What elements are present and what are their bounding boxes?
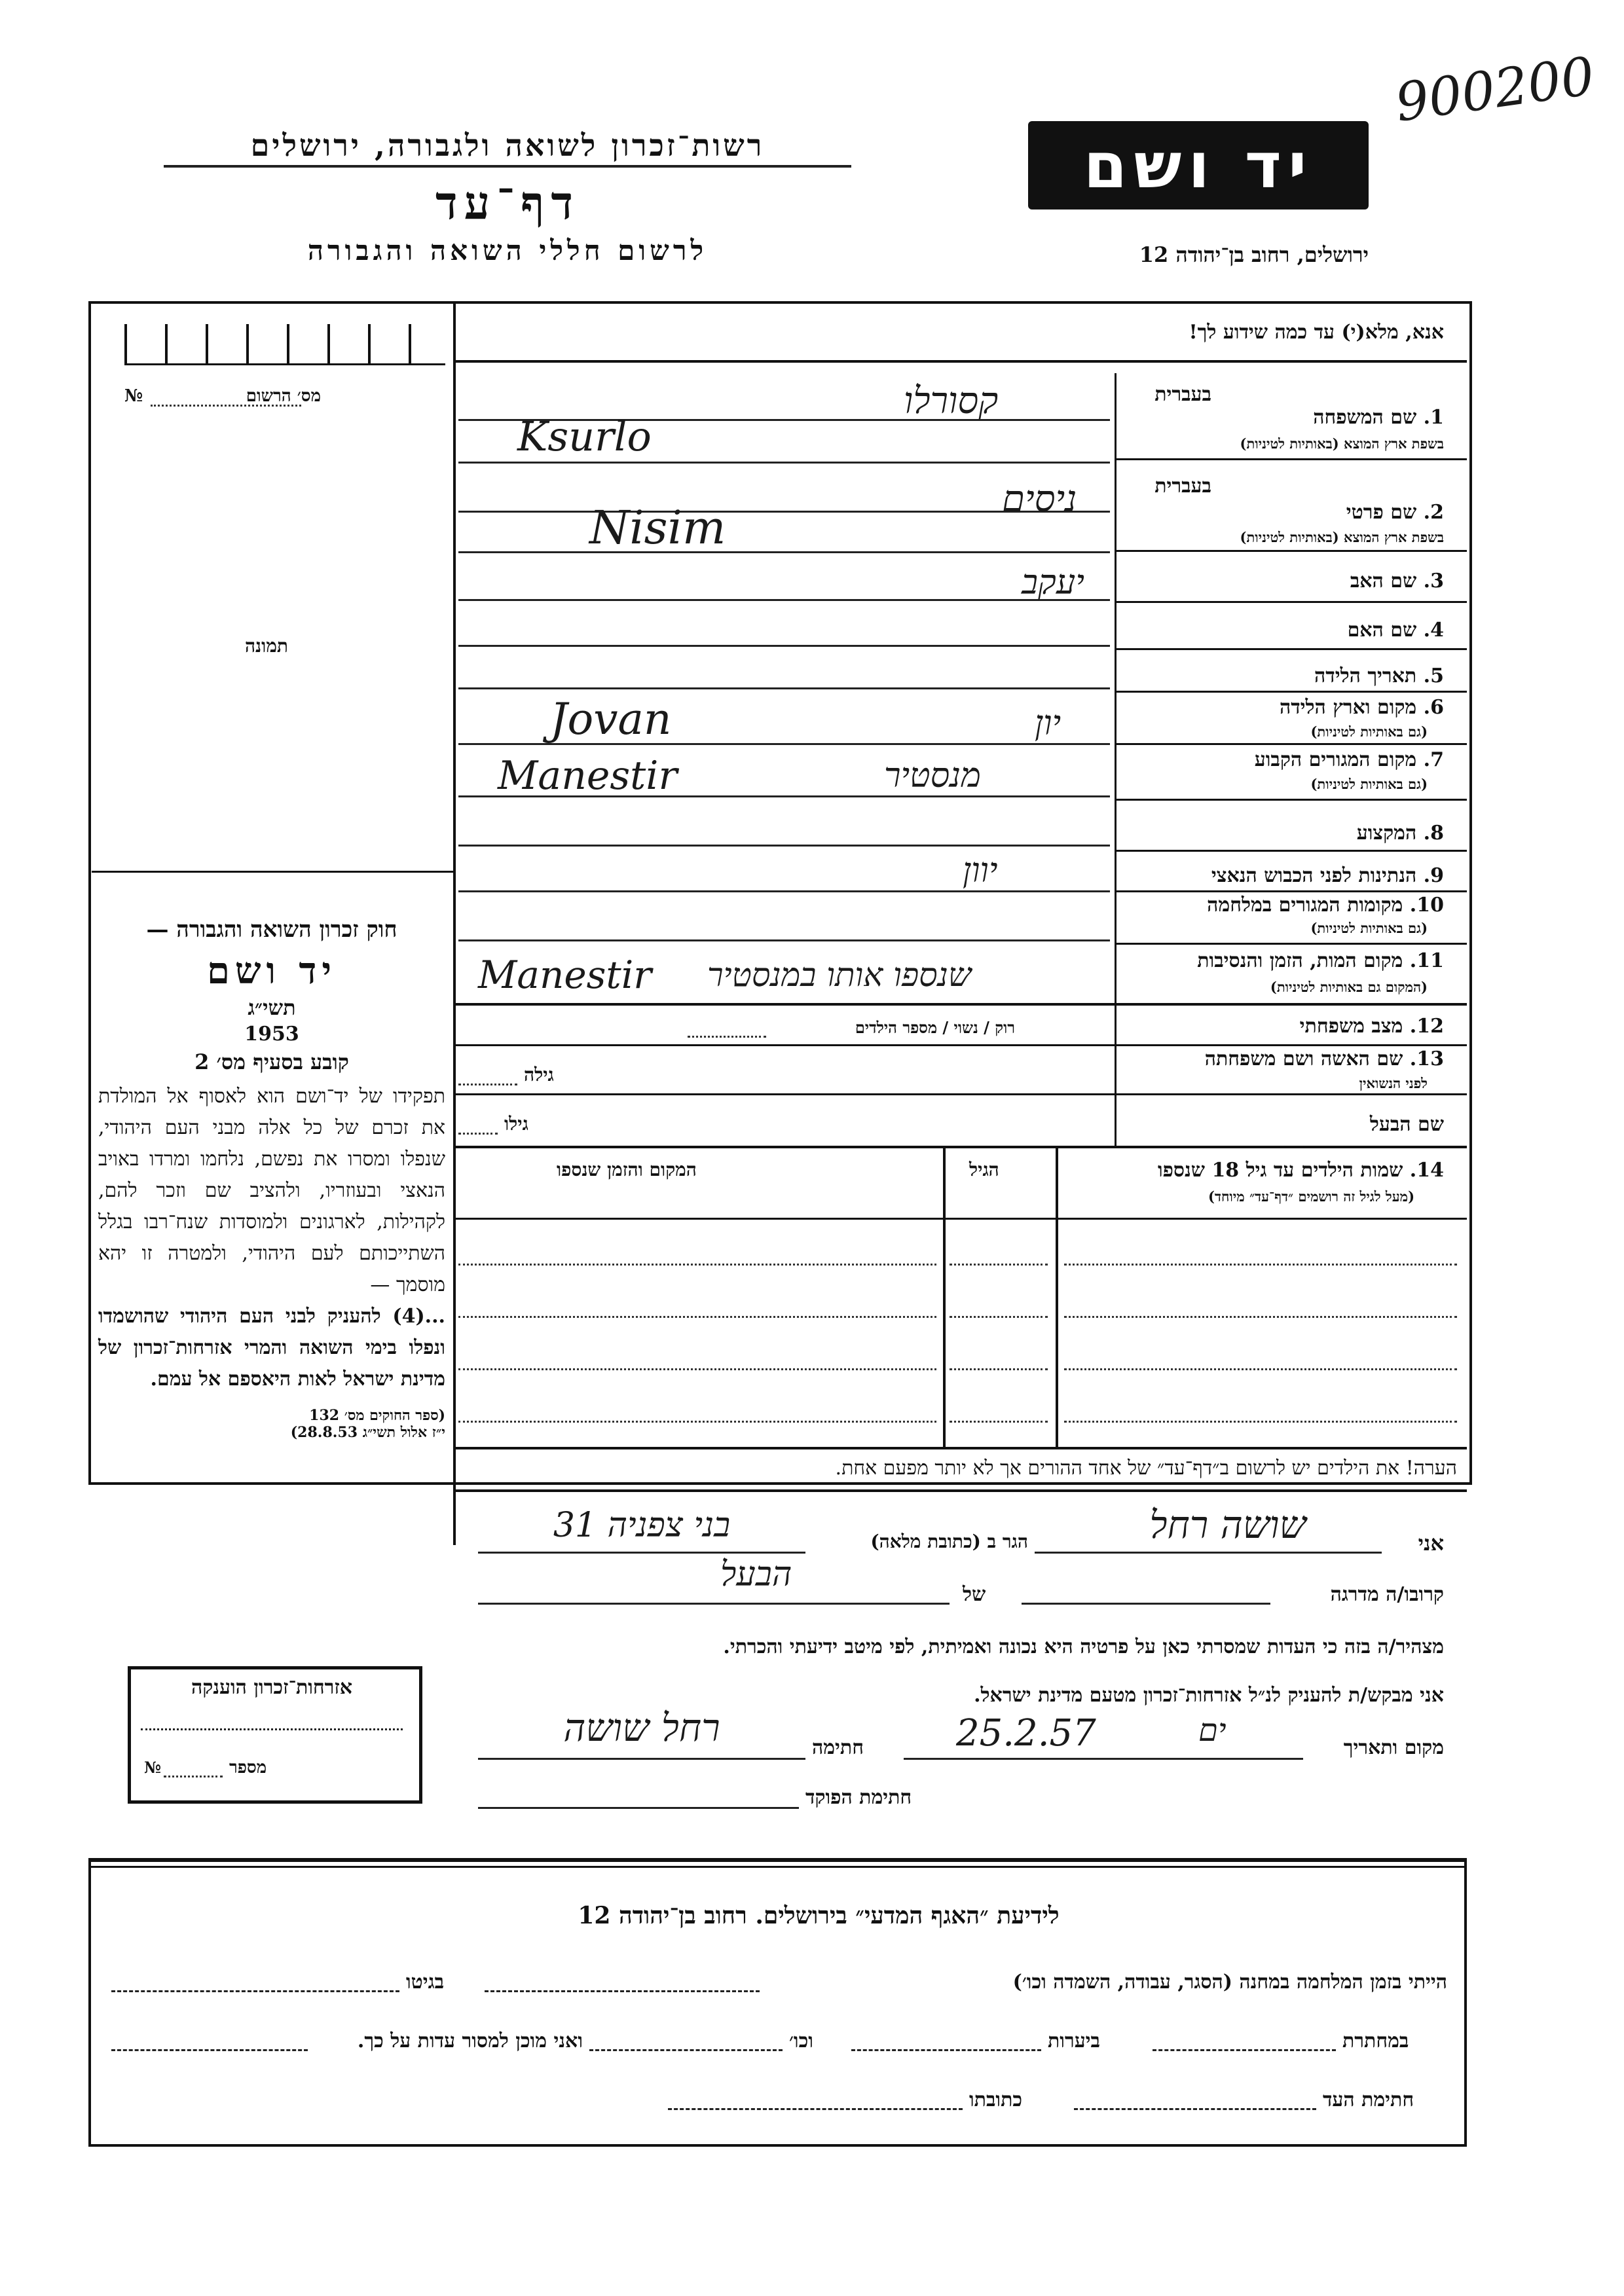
field-8-label: 8. המקצוע (1356, 822, 1444, 845)
child-line-3a (458, 1368, 936, 1370)
field-10-label: 10. מקומות המגורים במלחמה (1207, 894, 1444, 917)
value-line-10 (458, 939, 1110, 941)
field-7-sub: (גם באותיות לטיניות) (1310, 776, 1428, 792)
stamp-number: 900200 (1392, 45, 1598, 134)
date-value[interactable]: 25.2.57 (956, 1712, 1096, 1755)
signature-line (478, 1758, 805, 1760)
footer-line1: הייתי בזמן המלחמה במחנה (הסגר, עבודה, השמדה וכו׳) (1012, 1971, 1447, 1994)
row-13-line (453, 1093, 1467, 1095)
husband-extra: גילו (504, 1113, 528, 1135)
relative-line (1022, 1603, 1270, 1605)
field-11-label: 11. מקום המות, הזמן והנסיבות (1197, 949, 1444, 972)
photo-label: תמונה (244, 635, 288, 657)
field-7-value-he[interactable]: מנסטיר (884, 756, 981, 795)
i-label: אני (1418, 1531, 1444, 1556)
footer-witness-sig: חתימת העד (1323, 2088, 1414, 2111)
footer-address: כתובתו (969, 2088, 1023, 2111)
hebrew-label-2: בעברית (1154, 475, 1211, 498)
row-4-line (1115, 648, 1467, 650)
law-title: חוק זכרון השואה והגבורה — (146, 917, 397, 943)
field-3-value[interactable]: יעקב (1022, 563, 1084, 602)
field-4-label: 4. שם האם (1347, 619, 1444, 642)
children-count-line (688, 1036, 766, 1038)
row-9-line (1115, 890, 1467, 892)
child-line-2b (950, 1316, 1048, 1318)
camp-line (485, 1990, 760, 1992)
citizenship-title: אזרחות־זכרון הוענקה (191, 1676, 353, 1699)
signature-label: חתימה (812, 1736, 864, 1759)
child-line-3c (1064, 1368, 1457, 1370)
header-address: ירושלים, רחוב בן־יהודה 12 (1139, 242, 1369, 267)
form-title: דף־עד (435, 175, 580, 230)
declarant-address[interactable]: בני צפניה 31 (553, 1506, 731, 1545)
law-year-he: תשי״ג (248, 995, 296, 1020)
footer-top-line-2 (88, 1866, 1467, 1868)
value-line-8 (458, 845, 1110, 847)
declaration-text: מצהיר/ה בזה כי העדות שמסרתי כאן על פרטיה היא נכונה ואמיתית, לפי מיטב ידיעתי והכרתי. (723, 1635, 1444, 1658)
officer-line (478, 1807, 799, 1809)
children-header-line (453, 1218, 1467, 1220)
note-text: הערה! את הילדים יש לרשום ב״דף־עד״ של אחד ההורים אך לא יותר מפעם אחת. (835, 1457, 1457, 1480)
child-line-4c (1064, 1421, 1457, 1423)
wife-age-line (458, 1084, 517, 1085)
law-text-2: ...(4) להעניק לבני העם היהודי שהושמדו ונפלו בימי השואה והמרי אזרחות־זכרון של מדינת ישראל לאות היאספם אל עמם. (98, 1305, 445, 1391)
relation-value[interactable]: הבעל (720, 1555, 792, 1594)
ghetto-line (111, 1990, 399, 1992)
husband-label: שם הבעל (1369, 1113, 1444, 1136)
footer-title: לידיעת ״האגף המדעי״ בירושלים. רחוב בן־יהודה 12 (578, 1902, 1060, 1929)
place-date-line (904, 1758, 1303, 1760)
field-3-label: 3. שם האב (1350, 570, 1444, 592)
child-line-2a (458, 1316, 936, 1318)
field-2-value-lat[interactable]: Nisim (589, 501, 726, 555)
row-3-line (1115, 601, 1467, 603)
field-6-value-he[interactable]: יון (1035, 704, 1061, 743)
footer-left-border (88, 1858, 91, 2146)
field-6-value-lat[interactable]: Jovan (550, 694, 672, 744)
children-label: 14. שמות הילדים עד גיל 18 שנספו (1157, 1159, 1444, 1182)
field-9-label: 9. הנתינות לפני הכבוש הנאצי (1211, 864, 1444, 887)
field-7-value-lat[interactable]: Manestir (498, 753, 678, 799)
forests-line (851, 2049, 1041, 2051)
row-7-line (1115, 799, 1467, 801)
footer-top-line (88, 1858, 1467, 1862)
row-1-line (1115, 458, 1467, 460)
officer-label: חתימת הפוקד (805, 1786, 912, 1809)
field-12-label: 12. מצב משפחתי (1299, 1015, 1444, 1038)
footer-etc: וכו׳ (789, 2030, 813, 2052)
row-10-line (1115, 943, 1467, 945)
field-1-value-he[interactable]: קסורלו (904, 380, 999, 422)
child-line-1c (1064, 1264, 1457, 1266)
value-line-3 (458, 599, 1110, 601)
children-sub: (מעל לגיל זה רושמים ״דף־עד״ מיוחד) (1208, 1188, 1414, 1205)
field-11-value-he[interactable]: שנספו אותו במנסטיר (707, 956, 972, 994)
place-value[interactable]: ים (1198, 1712, 1227, 1749)
note-bottom-line (453, 1489, 1467, 1492)
of-label: של (963, 1583, 986, 1606)
field-1-value-lat[interactable]: Ksurlo (517, 412, 652, 460)
footer-underground: במחתרת (1342, 2030, 1409, 2052)
row-12-line (453, 1044, 1467, 1046)
authority-underline (164, 165, 851, 168)
citizenship-number-line (164, 1776, 223, 1777)
intro-underline (453, 360, 1467, 363)
ready-line (111, 2049, 308, 2051)
underground-line (1153, 2049, 1336, 2051)
witness-sig-line (1074, 2108, 1316, 2110)
address-line (478, 1552, 805, 1554)
value-line-1b (458, 462, 1110, 464)
child-line-1b (950, 1264, 1048, 1266)
intro-text: אנא, מלא(י) עד כמה שידוע לך! (1189, 321, 1444, 344)
field-2-sub: בשפת ארץ המוצא (באותיות לטיניות) (1240, 529, 1444, 545)
yad-vashem-logo (1028, 121, 1369, 210)
child-line-4b (950, 1421, 1048, 1423)
field-5-label: 5. תאריך הלידה (1314, 665, 1444, 687)
row-2-line (1115, 550, 1467, 552)
field-1-label: 1. שם המשפחה (1313, 406, 1444, 429)
footer-ghetto: בגיטו (406, 1971, 445, 1994)
field-10-sub: (גם באותיות לטיניות) (1310, 920, 1428, 936)
field-2-label: 2. שם פרטי (1346, 501, 1444, 524)
etc-line (589, 2049, 783, 2051)
field-1-sub: בשפת ארץ המוצא (באותיות לטיניות) (1240, 435, 1444, 452)
photo-bottom-line (92, 871, 453, 873)
children-col-age: הגיל (969, 1159, 999, 1180)
row-5-line (1115, 691, 1467, 693)
form-subtitle: לרשום חללי השואה והגבורה (307, 234, 708, 266)
field-6-label: 6. מקום וארץ הלידה (1279, 696, 1444, 719)
field-13-sub: לפני הנשואין (1359, 1075, 1428, 1091)
law-source: (ספר החוקים מס׳ 132 (309, 1407, 445, 1424)
row-6-line (1115, 743, 1467, 745)
law-section: קובע בסעיף מס׳ 2 (194, 1049, 349, 1074)
left-column-divider (453, 301, 456, 1545)
field-11-sub: (המקום גם באותיות לטיניות) (1270, 979, 1428, 995)
label-column-divider (1115, 373, 1116, 1146)
request-text: אני מבקש/ת להעניק לנ״ל אזרחות־זכרון מטעם מדינת ישראל. (974, 1684, 1444, 1707)
children-col-divider-2 (1056, 1146, 1058, 1447)
field-13-extra: גילה (524, 1064, 554, 1085)
relative-label: קרובו/ה מדרגה (1330, 1583, 1444, 1606)
footer-ready: ואני מוכן למסור עדות על כך. (357, 2030, 583, 2052)
field-6-sub: (גם באותיות לטיניות) (1310, 723, 1428, 740)
place-date-label: מקום ותאריך (1343, 1736, 1444, 1759)
declarant-name-line (1035, 1552, 1382, 1554)
row-husband-line (453, 1146, 1467, 1148)
registration-label: מס׳ הרשום (246, 386, 321, 406)
child-line-3b (950, 1368, 1048, 1370)
citizenship-line-1 (141, 1728, 403, 1730)
law-text-1: תפקידו של יד־ושם הוא לאסוף אל המולדת את זכרם של כל אלה מבני העם היהודי, שנפלו ומסרו את נפשם, נלחמו ומרדו באויב הנאצי ובעוזריו, ולהציב שם וזכר להם, לקהילות, לארגונים ולמוסדות שנח־רבו בגלל השתייכותם לעם היהודי, ולמטרה זו יהא מוסמך — (98, 1085, 445, 1296)
children-col-divider-1 (943, 1146, 946, 1447)
hebrew-label-1: בעברית (1154, 383, 1211, 406)
child-line-1a (458, 1264, 936, 1266)
field-9-value[interactable]: יוון (963, 851, 998, 890)
registration-ticks (124, 324, 445, 365)
law-block (98, 917, 445, 1441)
value-line-4 (458, 645, 1110, 647)
field-7-label: 7. מקום המגורים הקבוע (1254, 748, 1444, 771)
relation-line (478, 1603, 950, 1605)
children-bottom-line (453, 1447, 1467, 1449)
signature-value[interactable]: רחל שושה (563, 1705, 720, 1750)
resides-label: הגר ב (כתובת מלאה) (870, 1531, 1028, 1552)
citizenship-number-sign: № (144, 1758, 162, 1777)
field-11-value-lat[interactable]: Manestir (478, 953, 652, 997)
field-13-label: 13. שם האשה ושם משפחתה (1204, 1048, 1444, 1070)
declarant-name[interactable]: שושה רחל (1149, 1503, 1306, 1547)
footer-forests: ביערות (1048, 2030, 1101, 2052)
children-col-place: המקום והזמן שנספו (557, 1159, 697, 1180)
field-2-value-he[interactable]: ניסים (1002, 478, 1077, 520)
witness-address-line (668, 2108, 963, 2110)
value-line-2b (458, 551, 1110, 553)
row-8-line (1115, 850, 1467, 852)
footer-bottom-line (88, 2144, 1467, 2147)
value-line-9 (458, 890, 1110, 892)
law-source-date: י״ז אלול תשי״ג 28.8.53) (290, 1424, 445, 1441)
field-12-options: רוק / נשוי / מספר הילדים (855, 1018, 1015, 1037)
child-line-2c (1064, 1316, 1457, 1318)
registration-line (151, 405, 301, 407)
husband-age-line (458, 1133, 498, 1135)
law-year: 1953 (244, 1023, 299, 1046)
citizenship-number-label: מספר (229, 1758, 267, 1777)
logo-text: יד ושם (1083, 128, 1314, 202)
authority-title: רשות־זכרון לשואה ולגבורה, ירושלים (250, 128, 765, 163)
value-line-5 (458, 687, 1110, 689)
row-11-line (453, 1003, 1467, 1006)
footer-right-border (1464, 1858, 1467, 2146)
law-name: יד ושם (206, 949, 337, 993)
registration-no-sign: № (124, 386, 143, 406)
child-line-4a (458, 1421, 936, 1423)
